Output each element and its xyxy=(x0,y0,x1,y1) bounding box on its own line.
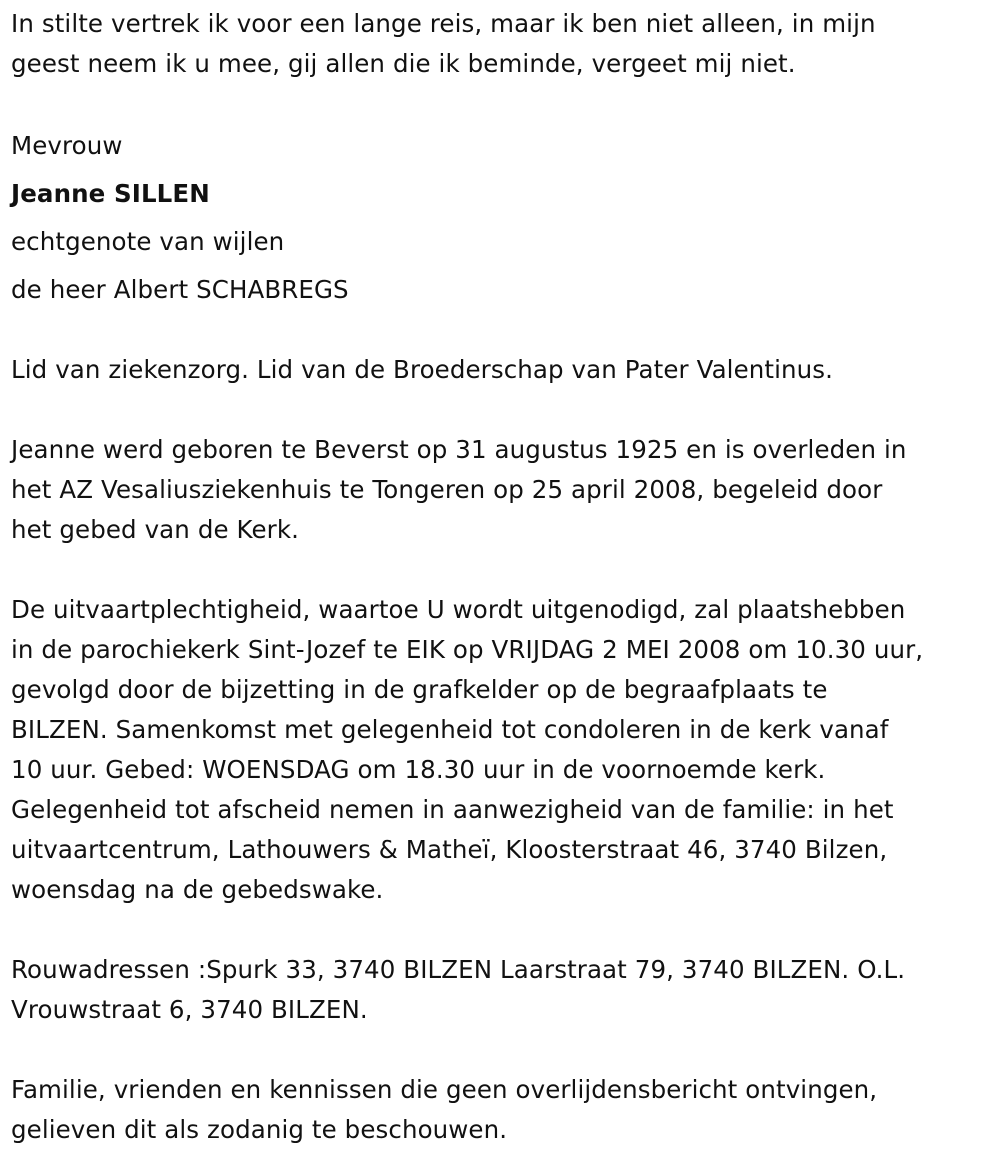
paragraph-line: Jeanne werd geboren te Beverst op 31 augustus 1925 en is overleden in xyxy=(11,435,907,464)
paragraph-line: gelieven dit als zodanig te beschouwen. xyxy=(11,1115,508,1144)
paragraph-line: uitvaartcentrum, Lathouwers & Matheï, Kloosterstraat 46, 3740 Bilzen, xyxy=(11,835,888,864)
paragraph-line: het AZ Vesaliusziekenhuis te Tongeren op 25 april 2008, begeleid door xyxy=(11,475,883,504)
birth-death-paragraph xyxy=(11,430,907,550)
intro-quote xyxy=(11,4,876,84)
paragraph-line: 10 uur. Gebed: WOENSDAG om 18.30 uur in de voornoemde kerk. xyxy=(11,755,826,784)
paragraph-line: Familie, vrienden en kennissen die geen overlijdensbericht ontvingen, xyxy=(11,1075,878,1104)
funeral-paragraph xyxy=(11,590,923,910)
intro-line: geest neem ik u mee, gij allen die ik beminde, vergeet mij niet. xyxy=(11,49,796,78)
paragraph-line: het gebed van de Kerk. xyxy=(11,515,299,544)
mourning-addresses-paragraph xyxy=(11,950,905,1030)
paragraph-line: gevolgd door de bijzetting in de grafkelder op de begraafplaats te xyxy=(11,675,828,704)
paragraph-line: De uitvaartplechtigheid, waartoe U wordt uitgenodigd, zal plaatshebben xyxy=(11,595,906,624)
paragraph-line: Vrouwstraat 6, 3740 BILZEN. xyxy=(11,995,368,1024)
paragraph-line: in de parochiekerk Sint-Jozef te EIK op VRIJDAG 2 MEI 2008 om 10.30 uur, xyxy=(11,635,924,664)
paragraph-line: Rouwadressen :Spurk 33, 3740 BILZEN Laarstraat 79, 3740 BILZEN. O.L. xyxy=(11,955,906,984)
relation-line: echtgenote van wijlen xyxy=(11,227,285,256)
paragraph-line: BILZEN. Samenkomst met gelegenheid tot condoleren in de kerk vanaf xyxy=(11,715,889,744)
spouse-name: de heer Albert SCHABREGS xyxy=(11,275,349,304)
paragraph-line: woensdag na de gebedswake. xyxy=(11,875,384,904)
paragraph-line: Gelegenheid tot afscheid nemen in aanwezigheid van de familie: in het xyxy=(11,795,894,824)
membership-paragraph: Lid van ziekenzorg. Lid van de Broederschap van Pater Valentinus. xyxy=(11,355,834,384)
salutation: Mevrouw xyxy=(11,131,123,160)
intro-line: In stilte vertrek ik voor een lange reis, maar ik ben niet alleen, in mijn xyxy=(11,9,876,38)
family-note-paragraph xyxy=(11,1070,877,1150)
deceased-name: Jeanne SILLEN xyxy=(11,179,210,208)
